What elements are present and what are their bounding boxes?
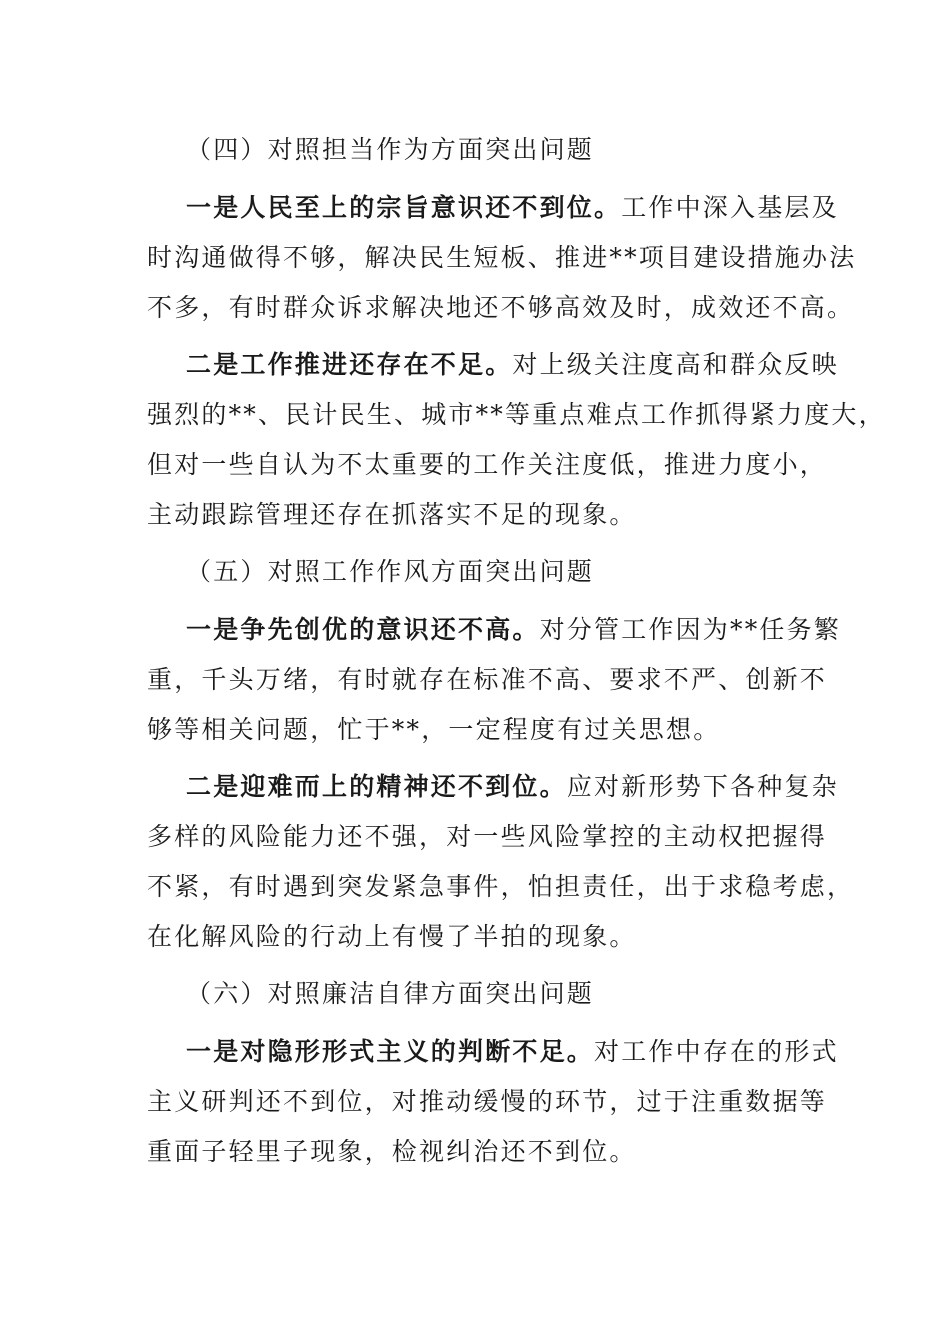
paragraph-text: 对工作中存在的形式: [594, 1037, 839, 1066]
paragraph-line: 在化解风险的行动上有慢了半拍的现象。: [147, 922, 637, 951]
paragraph-lead: 二是工作推进还存在不足。: [186, 350, 513, 379]
paragraph-first-line: [186, 615, 866, 645]
paragraph-first-line: [186, 1037, 866, 1067]
paragraph-lead: 二是迎难而上的精神还不到位。: [186, 772, 567, 801]
paragraph-line: 够等相关问题，忙于**，一定程度有过关思想。: [147, 715, 721, 744]
paragraph-text: 应对新形势下各种复杂: [566, 772, 839, 801]
paragraph-text: 对分管工作因为**任务繁: [539, 615, 842, 644]
paragraph-line: 重，千头万绪，有时就存在标准不高、要求不严、创新不: [147, 665, 828, 694]
section-heading: （六）对照廉洁自律方面突出问题: [186, 979, 595, 1008]
section-heading: （五）对照工作作风方面突出问题: [186, 557, 595, 586]
paragraph-line: 不多，有时群众诉求解决地还不够高效及时，成效还不高。: [147, 293, 855, 322]
paragraph-line: 重面子轻里子现象，检视纠治还不到位。: [147, 1137, 637, 1166]
section-heading: （四）对照担当作为方面突出问题: [186, 135, 595, 164]
paragraph-text: 对上级关注度高和群众反映: [512, 350, 839, 379]
paragraph-line: 时沟通做得不够，解决民生短板、推进**项目建设措施办法: [147, 243, 857, 272]
paragraph-first-line: [186, 772, 866, 802]
paragraph-first-line: [186, 193, 866, 223]
paragraph-line: 不紧，有时遇到突发紧急事件，怕担责任，出于求稳考虑，: [147, 872, 855, 901]
paragraph-lead: 一是争先创优的意识还不高。: [186, 615, 540, 644]
paragraph-line: 但对一些自认为不太重要的工作关注度低，推进力度小，: [147, 450, 828, 479]
paragraph-lead: 一是人民至上的宗旨意识还不到位。: [186, 193, 622, 222]
paragraph-line: 主动跟踪管理还存在抓落实不足的现象。: [147, 500, 637, 529]
paragraph-text: 工作中深入基层及: [621, 193, 839, 222]
paragraph-line: 强烈的**、民计民生、城市**等重点难点工作抓得紧力度大，: [147, 400, 886, 429]
paragraph-line: 主义研判还不到位，对推动缓慢的环节，过于注重数据等: [147, 1087, 828, 1116]
paragraph-lead: 一是对隐形形式主义的判断不足。: [186, 1037, 595, 1066]
paragraph-first-line: [186, 350, 866, 380]
paragraph-line: 多样的风险能力还不强，对一些风险掌控的主动权把握得: [147, 822, 828, 851]
